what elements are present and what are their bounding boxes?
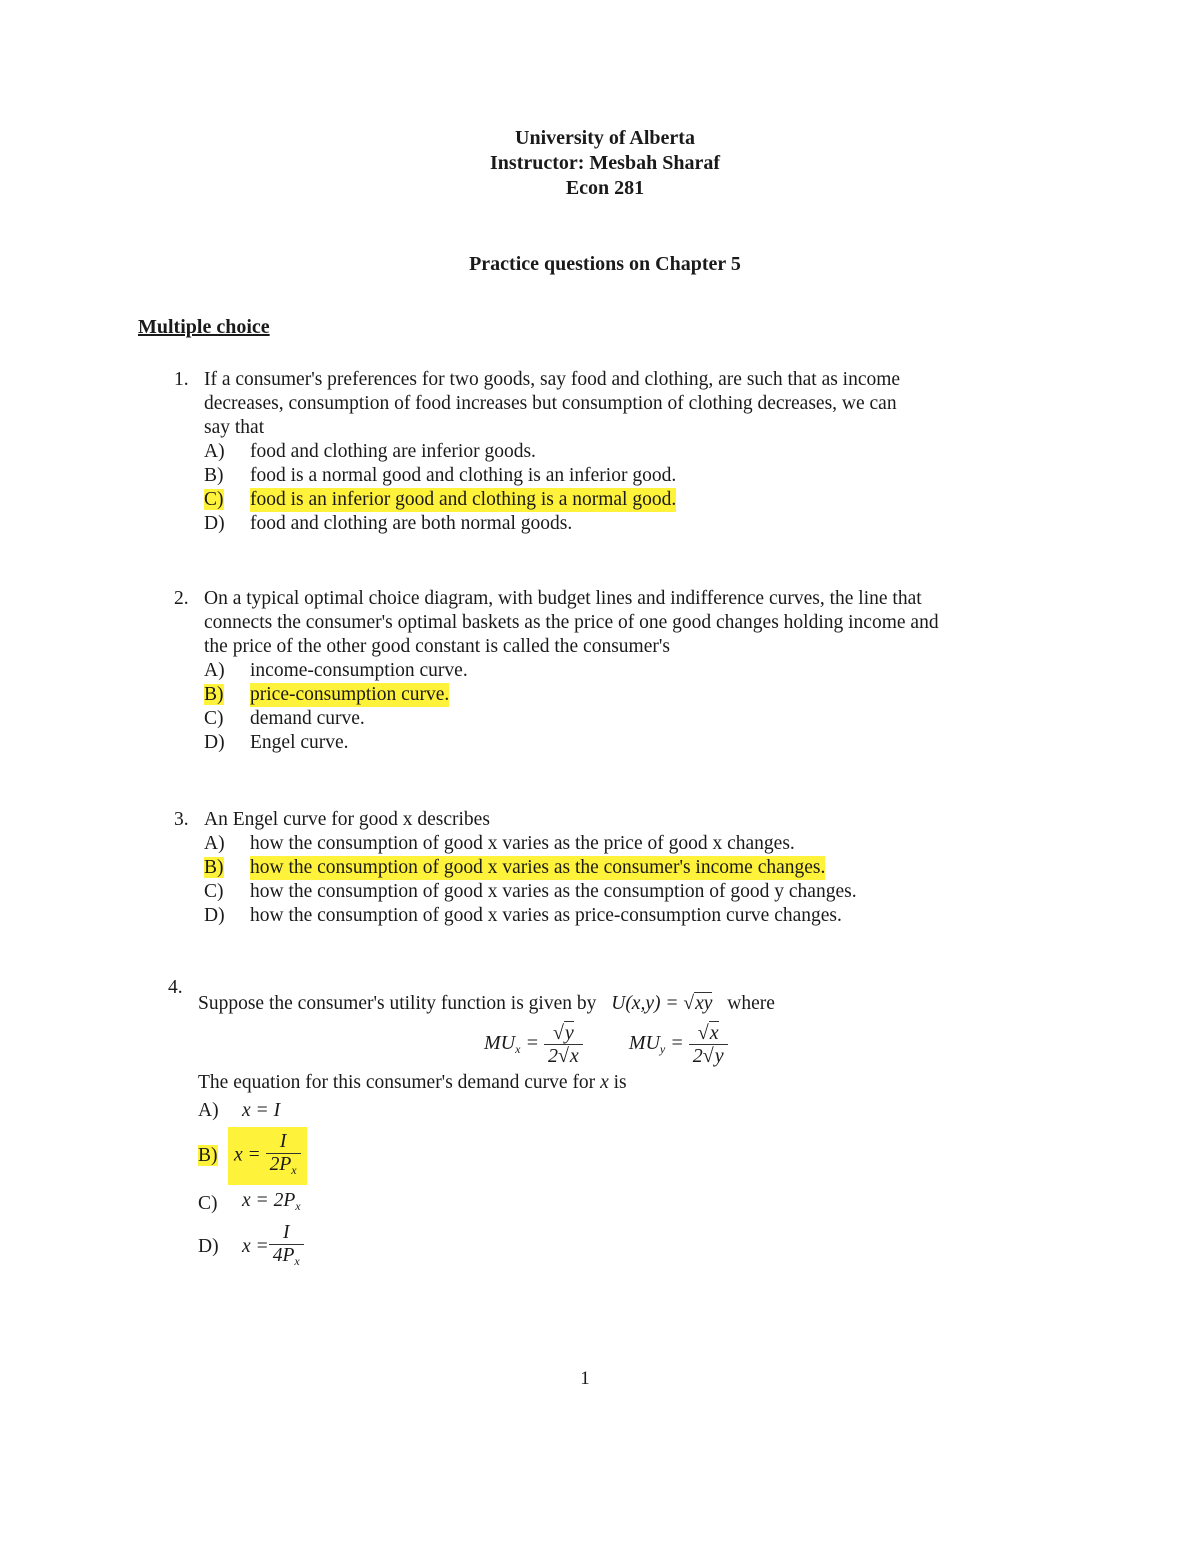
option-letter: D) bbox=[198, 1236, 219, 1257]
option-b-correct bbox=[204, 856, 934, 880]
fraction-denominator: 2√x bbox=[544, 1044, 583, 1067]
denominator-text: 4P bbox=[272, 1245, 295, 1266]
course-code: Econ 281 bbox=[565, 177, 645, 199]
prompt-end: is bbox=[613, 1072, 627, 1093]
mu-y-formula bbox=[628, 1022, 728, 1067]
option-letter: B) bbox=[204, 684, 224, 705]
option-letter: D) bbox=[204, 732, 225, 753]
question-number: 1. bbox=[174, 369, 189, 390]
question-number: 2. bbox=[174, 588, 189, 609]
option-letter: A) bbox=[204, 441, 225, 462]
option-text: demand curve. bbox=[250, 708, 365, 729]
formula-sub: x bbox=[295, 1199, 301, 1213]
fraction-denominator bbox=[269, 1244, 304, 1272]
formula-lhs: x = bbox=[242, 1236, 269, 1257]
fraction-denominator bbox=[266, 1153, 301, 1181]
option-a bbox=[198, 1099, 888, 1123]
option-text: Engel curve. bbox=[250, 732, 349, 753]
option-text-highlighted: price-consumption curve. bbox=[250, 684, 450, 705]
option-text: how the consumption of good x varies as the price of good x changes. bbox=[250, 833, 795, 854]
option-letter: C) bbox=[204, 708, 224, 729]
option-c bbox=[204, 707, 964, 731]
option-d bbox=[204, 512, 914, 536]
document-subtitle: Practice questions on Chapter 5 bbox=[469, 253, 741, 275]
mu-sub: y bbox=[659, 1042, 666, 1057]
option-formula-highlighted bbox=[228, 1127, 307, 1185]
option-letter: D) bbox=[204, 905, 225, 926]
option-formula bbox=[242, 1189, 301, 1218]
question-intro: Suppose the consumer's utility function is given by bbox=[198, 993, 597, 1014]
fraction-numerator: √x bbox=[697, 1022, 719, 1044]
question-2 bbox=[174, 587, 964, 755]
mu-x-fraction bbox=[544, 1022, 583, 1067]
mu-x-formula bbox=[484, 1022, 588, 1067]
option-d bbox=[204, 904, 934, 928]
fraction-numerator: I bbox=[279, 1131, 287, 1152]
section-title: Multiple choice bbox=[138, 316, 270, 338]
formula-fraction bbox=[266, 1131, 301, 1181]
option-c bbox=[204, 880, 934, 904]
fraction-numerator: √y bbox=[552, 1022, 574, 1044]
denominator-root: y bbox=[714, 1045, 724, 1067]
option-text: how the consumption of good x varies as price-consumption curve changes. bbox=[250, 905, 842, 926]
where-label: where bbox=[727, 993, 775, 1014]
question-4 bbox=[168, 976, 888, 1272]
denominator-root: x bbox=[569, 1045, 579, 1067]
option-d bbox=[198, 1222, 888, 1272]
option-b-correct bbox=[198, 1127, 888, 1185]
option-text: how the consumption of good x varies as the consumption of good y changes. bbox=[250, 881, 857, 902]
question-text: On a typical optimal choice diagram, with budget lines and indifference curves, the line that connects the consumer's optimal baskets as the price of one good changes holding income and the price of the other good constant is called the consumer's bbox=[204, 588, 939, 657]
option-text-highlighted: food is an inferior good and clothing is a normal good. bbox=[250, 489, 677, 510]
option-formula: x = I bbox=[242, 1100, 281, 1121]
option-letter: B) bbox=[204, 465, 224, 486]
question-3 bbox=[174, 808, 934, 928]
mu-label: MU bbox=[484, 1032, 516, 1055]
option-a bbox=[204, 440, 914, 464]
option-a bbox=[204, 659, 964, 683]
option-letter: C) bbox=[198, 1192, 218, 1214]
option-letter: A) bbox=[204, 833, 225, 854]
option-c bbox=[198, 1189, 888, 1218]
question-intro-line bbox=[198, 992, 888, 1016]
option-text: food is a normal good and clothing is an inferior good. bbox=[250, 465, 677, 486]
fraction-numerator: I bbox=[282, 1222, 290, 1243]
denominator-text: 2P bbox=[269, 1154, 292, 1175]
mu-label: MU bbox=[628, 1032, 660, 1055]
option-b-correct bbox=[204, 683, 964, 707]
option-letter: C) bbox=[204, 881, 224, 902]
marginal-utilities bbox=[484, 1022, 888, 1067]
denominator-coef: 2 bbox=[692, 1045, 703, 1067]
option-letter: C) bbox=[204, 489, 224, 510]
option-b bbox=[204, 464, 914, 488]
numerator-root: y bbox=[564, 1022, 574, 1044]
option-letter: B) bbox=[198, 1145, 218, 1166]
denominator-sub: x bbox=[291, 1163, 297, 1177]
option-letter: A) bbox=[204, 660, 225, 681]
prompt-variable: x bbox=[600, 1072, 609, 1093]
utility-function: U(x,y) = √xy bbox=[611, 993, 713, 1014]
prompt-text: The equation for this consumer's demand curve for bbox=[198, 1072, 596, 1093]
option-text: income-consumption curve. bbox=[250, 660, 468, 681]
utility-root: xy bbox=[695, 993, 713, 1014]
option-letter: A) bbox=[198, 1100, 219, 1121]
formula-lhs: x = bbox=[234, 1144, 261, 1166]
question-number: 3. bbox=[174, 809, 189, 830]
option-d bbox=[204, 731, 964, 755]
instructor-name: Instructor: Mesbah Sharaf bbox=[490, 152, 720, 174]
question-text: An Engel curve for good x describes bbox=[204, 809, 490, 830]
option-a bbox=[204, 832, 934, 856]
question-1 bbox=[174, 368, 914, 536]
document-header bbox=[300, 126, 910, 201]
numerator-root: x bbox=[709, 1022, 719, 1044]
question-number: 4. bbox=[168, 977, 183, 998]
university-name: University of Alberta bbox=[515, 127, 695, 149]
option-letter: B) bbox=[204, 857, 224, 878]
option-text: food and clothing are inferior goods. bbox=[250, 441, 536, 462]
denominator-sub: x bbox=[294, 1254, 300, 1268]
question-text: If a consumer's preferences for two goods, say food and clothing, are such that as income decreases, consumption of food increases but consumption of clothing decreases, we can say that bbox=[204, 369, 901, 438]
question-prompt bbox=[198, 1071, 888, 1095]
page-number: 1 bbox=[580, 1368, 590, 1389]
option-letter: D) bbox=[204, 513, 225, 534]
option-text: food and clothing are both normal goods. bbox=[250, 513, 573, 534]
denominator-coef: 2 bbox=[547, 1045, 558, 1067]
mu-equals: = bbox=[670, 1032, 684, 1055]
fraction-denominator: 2√y bbox=[689, 1044, 728, 1067]
mu-y-fraction bbox=[689, 1022, 728, 1067]
mu-sub: x bbox=[515, 1042, 521, 1057]
formula-fraction bbox=[269, 1222, 304, 1272]
formula-text: x = 2P bbox=[242, 1190, 296, 1211]
mu-equals: = bbox=[525, 1032, 539, 1055]
option-text-highlighted: how the consumption of good x varies as the consumer's income changes. bbox=[250, 857, 826, 878]
option-c-correct bbox=[204, 488, 914, 512]
utility-lhs: U(x,y) = bbox=[611, 993, 684, 1014]
